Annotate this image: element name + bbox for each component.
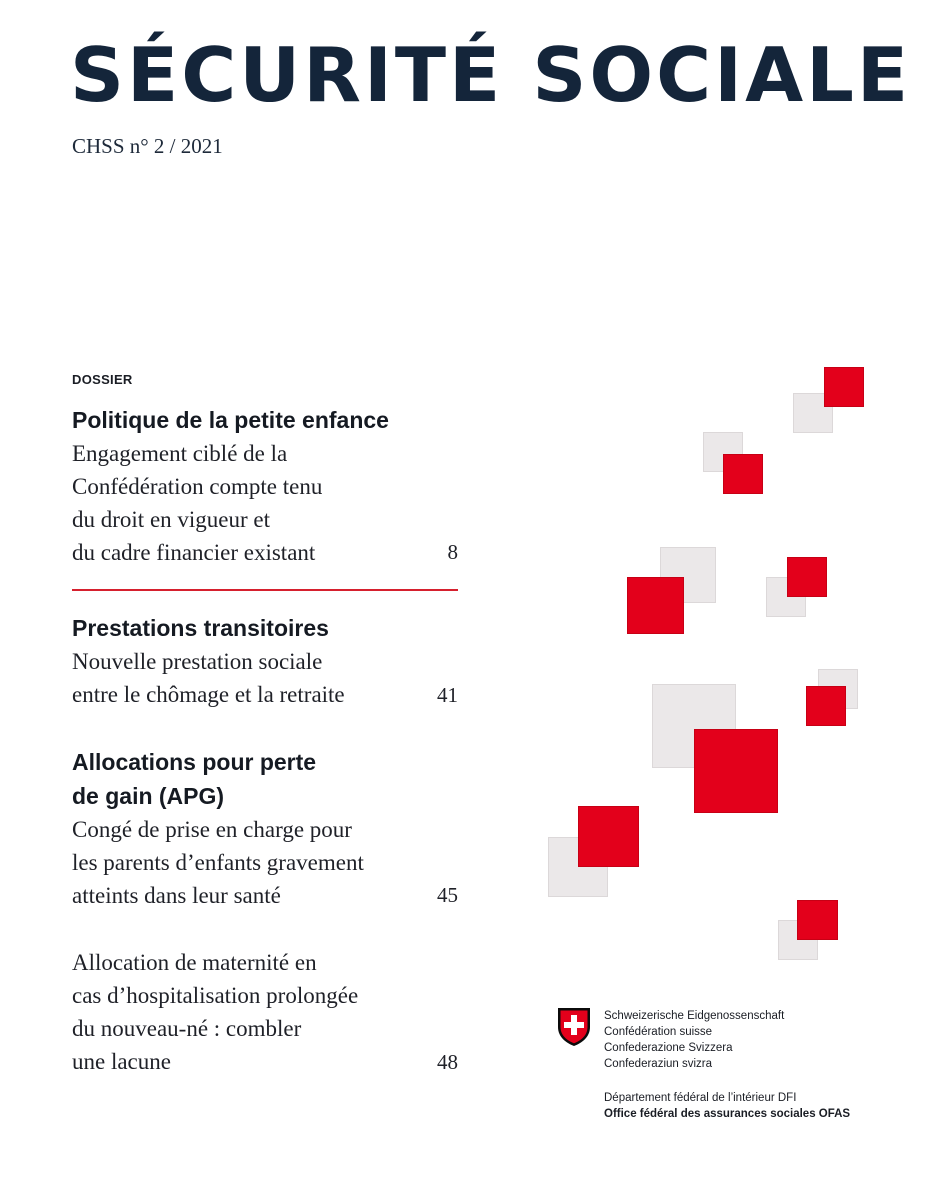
toc-text-line: les parents d’enfants gravement bbox=[72, 850, 364, 875]
toc-page-number: 8 bbox=[447, 540, 458, 564]
toc-text-line: Allocation de maternité en bbox=[72, 950, 317, 975]
issue-number: CHSS n° 2 / 2021 bbox=[72, 134, 223, 158]
section-label: DOSSIER bbox=[72, 372, 133, 387]
decorative-square-red bbox=[806, 686, 846, 726]
decorative-square-red bbox=[723, 454, 763, 494]
toc-text-line: Nouvelle prestation sociale bbox=[72, 649, 323, 674]
decorative-square-red bbox=[694, 729, 778, 813]
toc-heading: Politique de la petite enfance bbox=[72, 407, 389, 433]
toc-text-line: entre le chômage et la retraite bbox=[72, 682, 345, 707]
toc-text-line: du nouveau-né : combler bbox=[72, 1016, 302, 1041]
toc-heading: de gain (APG) bbox=[72, 783, 225, 809]
decorative-square-red bbox=[787, 557, 827, 597]
federation-name-de: Schweizerische Eidgenossenschaft bbox=[604, 1010, 785, 1022]
toc-entry-apg[interactable] bbox=[72, 745, 458, 912]
office-name: Office fédéral des assurances sociales OFAS bbox=[604, 1108, 851, 1120]
red-divider bbox=[72, 589, 458, 591]
toc-text-line: du cadre financier existant bbox=[72, 540, 316, 565]
toc-text-line: Engagement ciblé de la bbox=[72, 441, 288, 466]
toc-text-line: atteints dans leur santé bbox=[72, 883, 281, 908]
toc-text-line: Congé de prise en charge pour bbox=[72, 817, 352, 842]
swiss-cross-shield-icon bbox=[557, 1007, 591, 1047]
toc-text-line: cas d’hospitalisation prolongée bbox=[72, 983, 359, 1008]
toc-text-line: une lacune bbox=[72, 1049, 171, 1074]
toc-heading: Prestations transitoires bbox=[72, 615, 329, 641]
toc-entry-petite-enfance[interactable] bbox=[72, 403, 458, 569]
decorative-square-red bbox=[824, 367, 864, 407]
toc-page-number: 48 bbox=[437, 1050, 458, 1074]
toc-page-number: 41 bbox=[437, 683, 458, 707]
magazine-title: SÉCURITÉ SOCIALE bbox=[70, 31, 912, 119]
toc-heading: Allocations pour perte bbox=[72, 749, 317, 775]
decorative-square-red bbox=[797, 900, 838, 940]
toc-page-number: 45 bbox=[437, 883, 458, 907]
department-block bbox=[604, 1090, 850, 1122]
toc-text-line: Confédération compte tenu bbox=[72, 474, 323, 499]
toc-entry-allocation-maternite[interactable] bbox=[72, 946, 458, 1078]
department-name: Département fédéral de l’intérieur DFI bbox=[604, 1092, 797, 1104]
toc-text-line: du droit en vigueur et bbox=[72, 507, 271, 532]
decorative-square-red bbox=[578, 806, 639, 867]
federation-name-it: Confederazione Svizzera bbox=[604, 1042, 733, 1054]
decorative-square-red bbox=[627, 577, 684, 634]
federation-name-fr: Confédération suisse bbox=[604, 1026, 713, 1038]
federation-name-rm: Confederaziun svizra bbox=[604, 1058, 713, 1070]
toc-entry-prestations-transitoires[interactable] bbox=[72, 611, 458, 711]
federation-names bbox=[604, 1008, 784, 1072]
